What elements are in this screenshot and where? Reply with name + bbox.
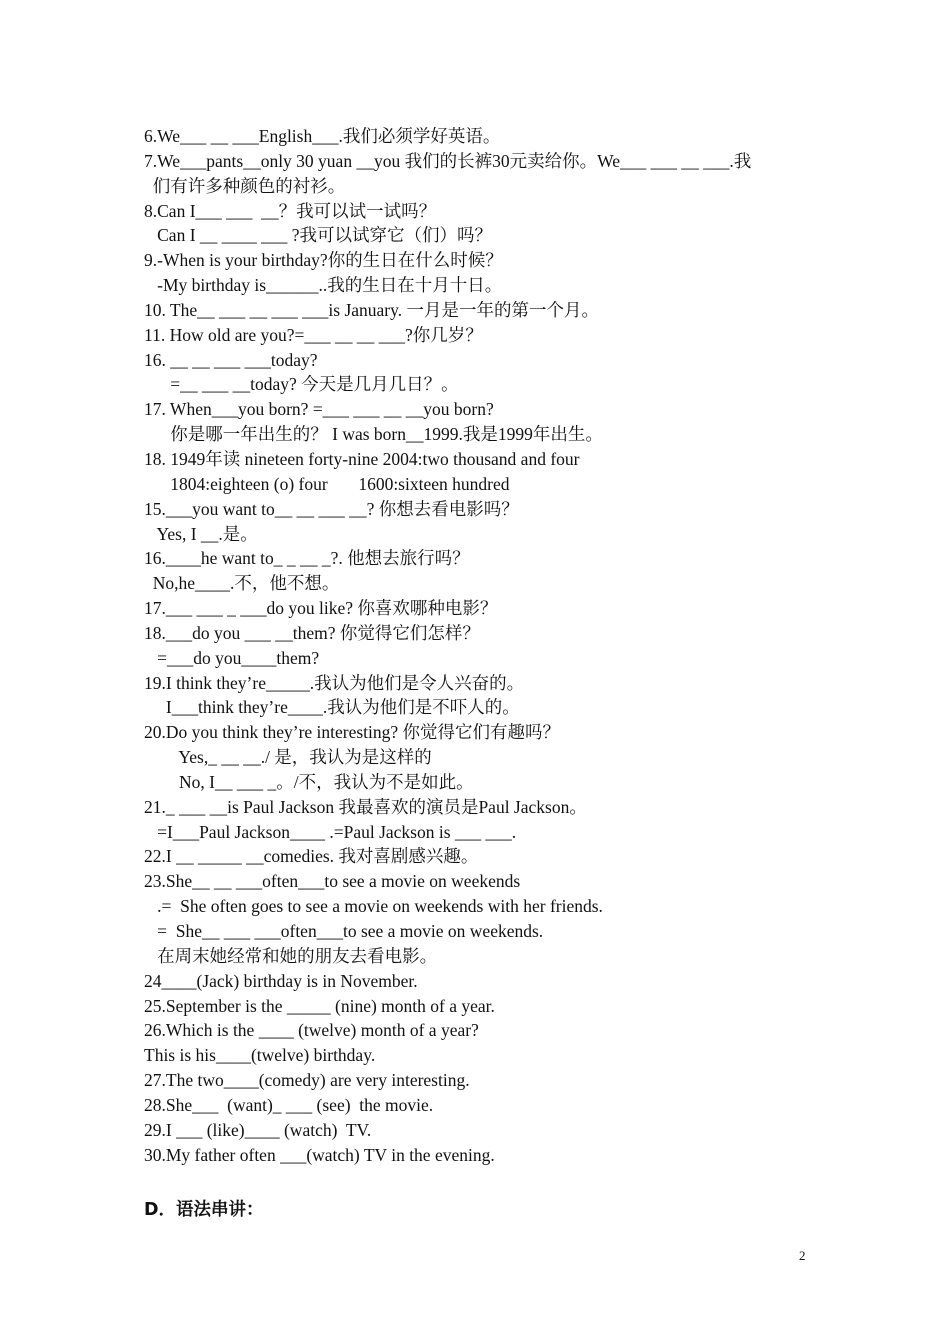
exercise-line: 17. When___you born? =___ ___ __ __you born? bbox=[144, 399, 494, 420]
exercise-line: 7.We___pants__only 30 yuan __you 我们的长裤30元卖给你。We___ ___ __ ___.我 bbox=[144, 150, 752, 171]
page-number: 2 bbox=[799, 1248, 806, 1263]
exercise-line: Yes, I __.是。 bbox=[144, 523, 258, 544]
exercise-line: 你是哪一年出生的？ I was born__1999.我是1999年出生。 bbox=[144, 424, 603, 445]
exercise-line: 在周末她经常和她的朋友去看电影。 bbox=[144, 945, 438, 966]
exercise-line: 1804:eighteen (o) four 1600:sixteen hundred bbox=[144, 473, 510, 494]
exercise-line: 26.Which is the ____ (twelve) month of a year? bbox=[144, 1020, 479, 1041]
exercise-line: 22.I __ _____ __comedies. 我对喜剧感兴趣。 bbox=[144, 846, 479, 867]
exercise-line: 10. The__ ___ __ ___ ___is January. 一月是一年的第一个月。 bbox=[144, 299, 599, 320]
exercise-line: 19.I think they’re_____.我认为他们是令人兴奋的。 bbox=[144, 672, 525, 693]
exercise-line: No,he____.不，他不想。 bbox=[144, 573, 340, 594]
exercise-line: 30.My father often ___(watch) TV in the evening. bbox=[144, 1144, 495, 1165]
exercise-line: 21._ ___ __is Paul Jackson 我最喜欢的演员是Paul Jackson。 bbox=[144, 796, 587, 817]
exercise-line: Yes,_ __ __./ 是，我认为是这样的 bbox=[144, 747, 432, 768]
exercise-line: = She__ ___ ___often___to see a movie on weekends. bbox=[144, 921, 544, 941]
exercise-line: 们有许多种颜色的衬衫。 bbox=[144, 175, 346, 196]
exercise-line: 16. __ __ ___ ___today? bbox=[144, 349, 318, 370]
exercise-line: 11. How old are you?=___ __ __ ___?你几岁？ bbox=[144, 324, 483, 345]
exercise-line: .= She often goes to see a movie on weekends with her friends. bbox=[144, 896, 603, 917]
exercise-line: 29.I ___ (like)____ (watch) TV. bbox=[144, 1119, 372, 1140]
exercise-line: 15.___you want to__ __ ___ __? 你想去看电影吗？ bbox=[144, 498, 519, 519]
exercise-line: 23.She__ __ ___often___to see a movie on weekends bbox=[144, 871, 521, 892]
exercise-line: 27.The two____(comedy) are very interesting. bbox=[144, 1070, 470, 1091]
exercise-line: 20.Do you think they’re interesting? 你觉得它们有趣吗？ bbox=[144, 722, 561, 743]
exercise-line: 16.____he want to_ _ __ _?. 他想去旅行吗？ bbox=[144, 548, 470, 569]
exercise-line: No, I__ ___ _。/不，我认为不是如此。 bbox=[144, 771, 474, 792]
exercise-line: 9.-When is your birthday?你的生日在什么时候？ bbox=[144, 250, 503, 271]
exercise-line: =__ ___ __today? 今天是几月几日？。 bbox=[144, 374, 459, 395]
exercise-line: 17.___ ___ _ ___do you like? 你喜欢哪种电影？ bbox=[144, 598, 498, 619]
exercise-line: -My birthday is______..我的生日在十月十日。 bbox=[144, 275, 503, 296]
section-heading: D．语法串讲： bbox=[144, 1200, 264, 1220]
exercise-line: This is his____(twelve) birthday. bbox=[144, 1045, 376, 1066]
exercise-line: 18.___do you ___ __them? 你觉得它们怎样？ bbox=[144, 622, 480, 643]
exercise-line: 24____(Jack) birthday is in November. bbox=[144, 970, 418, 991]
exercise-line: 25.September is the _____ (nine) month of a year. bbox=[144, 995, 495, 1016]
exercise-line: 18. 1949年读 nineteen forty-nine 2004:two thousand and four bbox=[144, 448, 580, 469]
exercise-line: 8.Can I___ ___ __？我可以试一试吗？ bbox=[144, 200, 437, 221]
exercise-line: =I___Paul Jackson____ .=Paul Jackson is ___ ___. bbox=[144, 821, 517, 842]
exercise-line: I___think they’re____.我认为他们是不吓人的。 bbox=[144, 697, 520, 718]
exercise-line: 6.We___ __ ___English___.我们必须学好英语。 bbox=[144, 126, 501, 146]
exercise-line: Can I __ ____ ___ ?我可以试穿它（们）吗？ bbox=[144, 225, 493, 246]
exercise-line: 28.She___ (want)_ ___ (see) the movie. bbox=[144, 1094, 434, 1115]
exercise-list bbox=[144, 124, 824, 1167]
exercise-line: =___do you____them? bbox=[144, 647, 320, 668]
